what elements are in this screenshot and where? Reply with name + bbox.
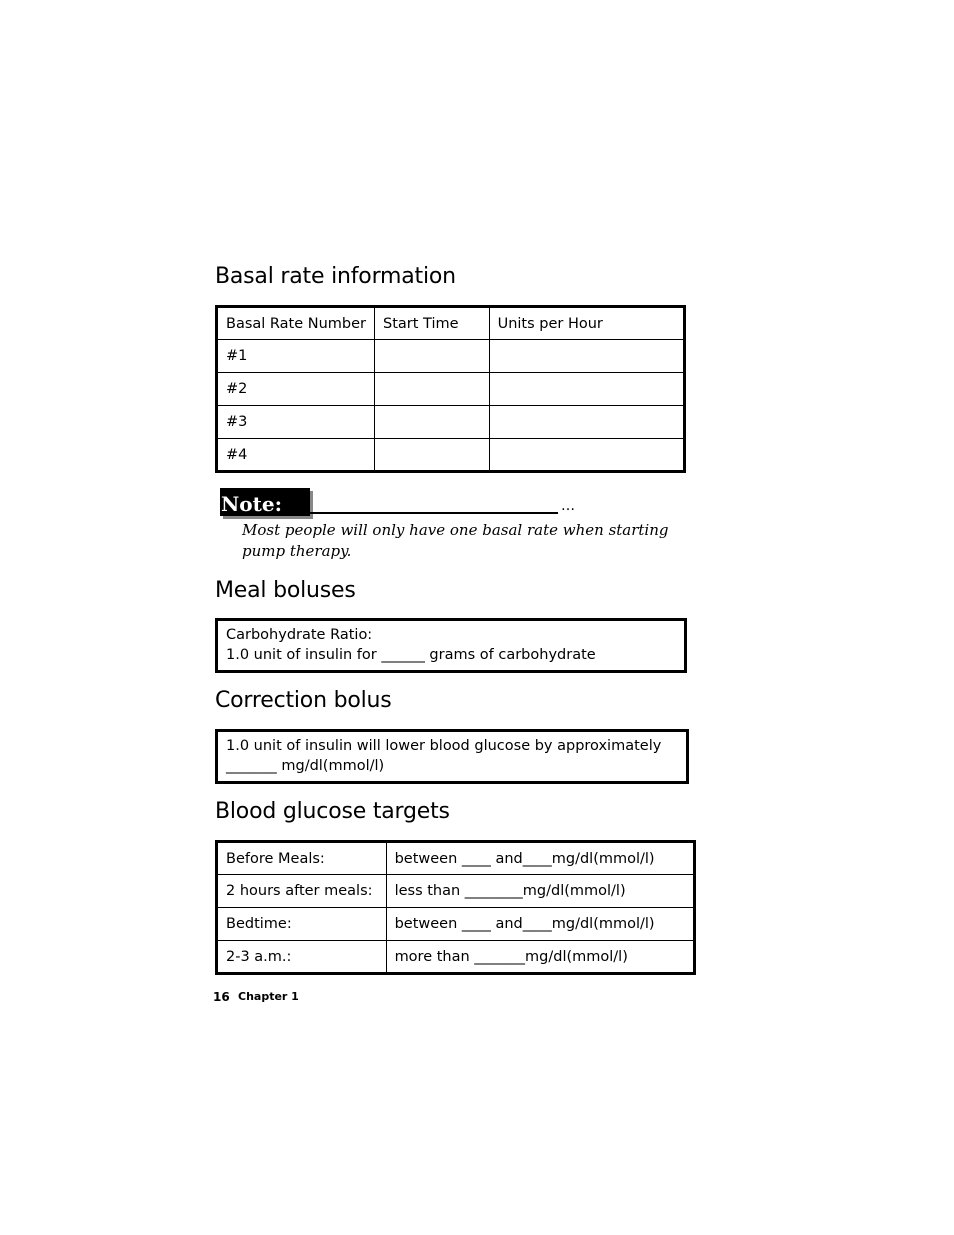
blood-glucose-targets-heading: Blood glucose targets xyxy=(215,799,450,824)
start-time-cell[interactable] xyxy=(375,373,490,406)
units-per-hour-cell[interactable] xyxy=(489,340,684,373)
column-header: Basal Rate Number xyxy=(217,307,375,340)
table-row xyxy=(217,875,695,908)
correction-bolus-heading: Correction bolus xyxy=(215,688,392,713)
basal-heading: Basal rate information xyxy=(215,264,456,289)
carbohydrate-ratio-label: Carbohydrate Ratio: xyxy=(226,627,373,643)
blood-glucose-targets-table xyxy=(215,840,696,975)
table-row xyxy=(217,842,695,875)
table-row xyxy=(217,908,695,941)
basal-rate-table xyxy=(215,305,686,473)
target-label: 2 hours after meals: xyxy=(217,875,387,908)
page-number: 16 xyxy=(213,990,230,1004)
table-header-row xyxy=(217,307,685,340)
target-label: 2-3 a.m.: xyxy=(217,941,387,974)
units-per-hour-cell[interactable] xyxy=(489,439,684,472)
table-row xyxy=(217,941,695,974)
basal-rate-number: #3 xyxy=(217,406,375,439)
target-range[interactable]: less than ________mg/dl(mmol/l) xyxy=(386,875,694,908)
table-row xyxy=(217,373,685,406)
target-range[interactable]: more than _______mg/dl(mmol/l) xyxy=(386,941,694,974)
carbohydrate-ratio-box xyxy=(215,618,687,673)
basal-rate-number: #1 xyxy=(217,340,375,373)
column-header: Units per Hour xyxy=(489,307,684,340)
table-row xyxy=(217,439,685,472)
basal-rate-number: #2 xyxy=(217,373,375,406)
meal-boluses-heading: Meal boluses xyxy=(215,578,356,603)
correction-bolus-box xyxy=(215,729,689,784)
units-per-hour-cell[interactable] xyxy=(489,373,684,406)
table-row xyxy=(217,340,685,373)
target-label: Bedtime: xyxy=(217,908,387,941)
chapter-label: Chapter 1 xyxy=(238,990,299,1003)
target-label: Before Meals: xyxy=(217,842,387,875)
correction-factor-text: 1.0 unit of insulin will lower blood glucose by approximately xyxy=(226,738,662,754)
table-row xyxy=(217,406,685,439)
column-header: Start Time xyxy=(375,307,490,340)
units-per-hour-cell[interactable] xyxy=(489,406,684,439)
note-ellipsis: … xyxy=(561,498,575,514)
start-time-cell[interactable] xyxy=(375,439,490,472)
start-time-cell[interactable] xyxy=(375,406,490,439)
target-range[interactable]: between ____ and____mg/dl(mmol/l) xyxy=(386,842,694,875)
start-time-cell[interactable] xyxy=(375,340,490,373)
note-label: Note: xyxy=(220,488,310,516)
note-divider xyxy=(310,512,558,514)
correction-factor-line[interactable]: _______ mg/dl(mmol/l) xyxy=(226,758,385,774)
carbohydrate-ratio-line[interactable]: 1.0 unit of insulin for ______ grams of carbohydrate xyxy=(226,647,596,663)
note-text: Most people will only have one basal rate when starting pump therapy. xyxy=(242,521,669,560)
basal-rate-number: #4 xyxy=(217,439,375,472)
target-range[interactable]: between ____ and____mg/dl(mmol/l) xyxy=(386,908,694,941)
